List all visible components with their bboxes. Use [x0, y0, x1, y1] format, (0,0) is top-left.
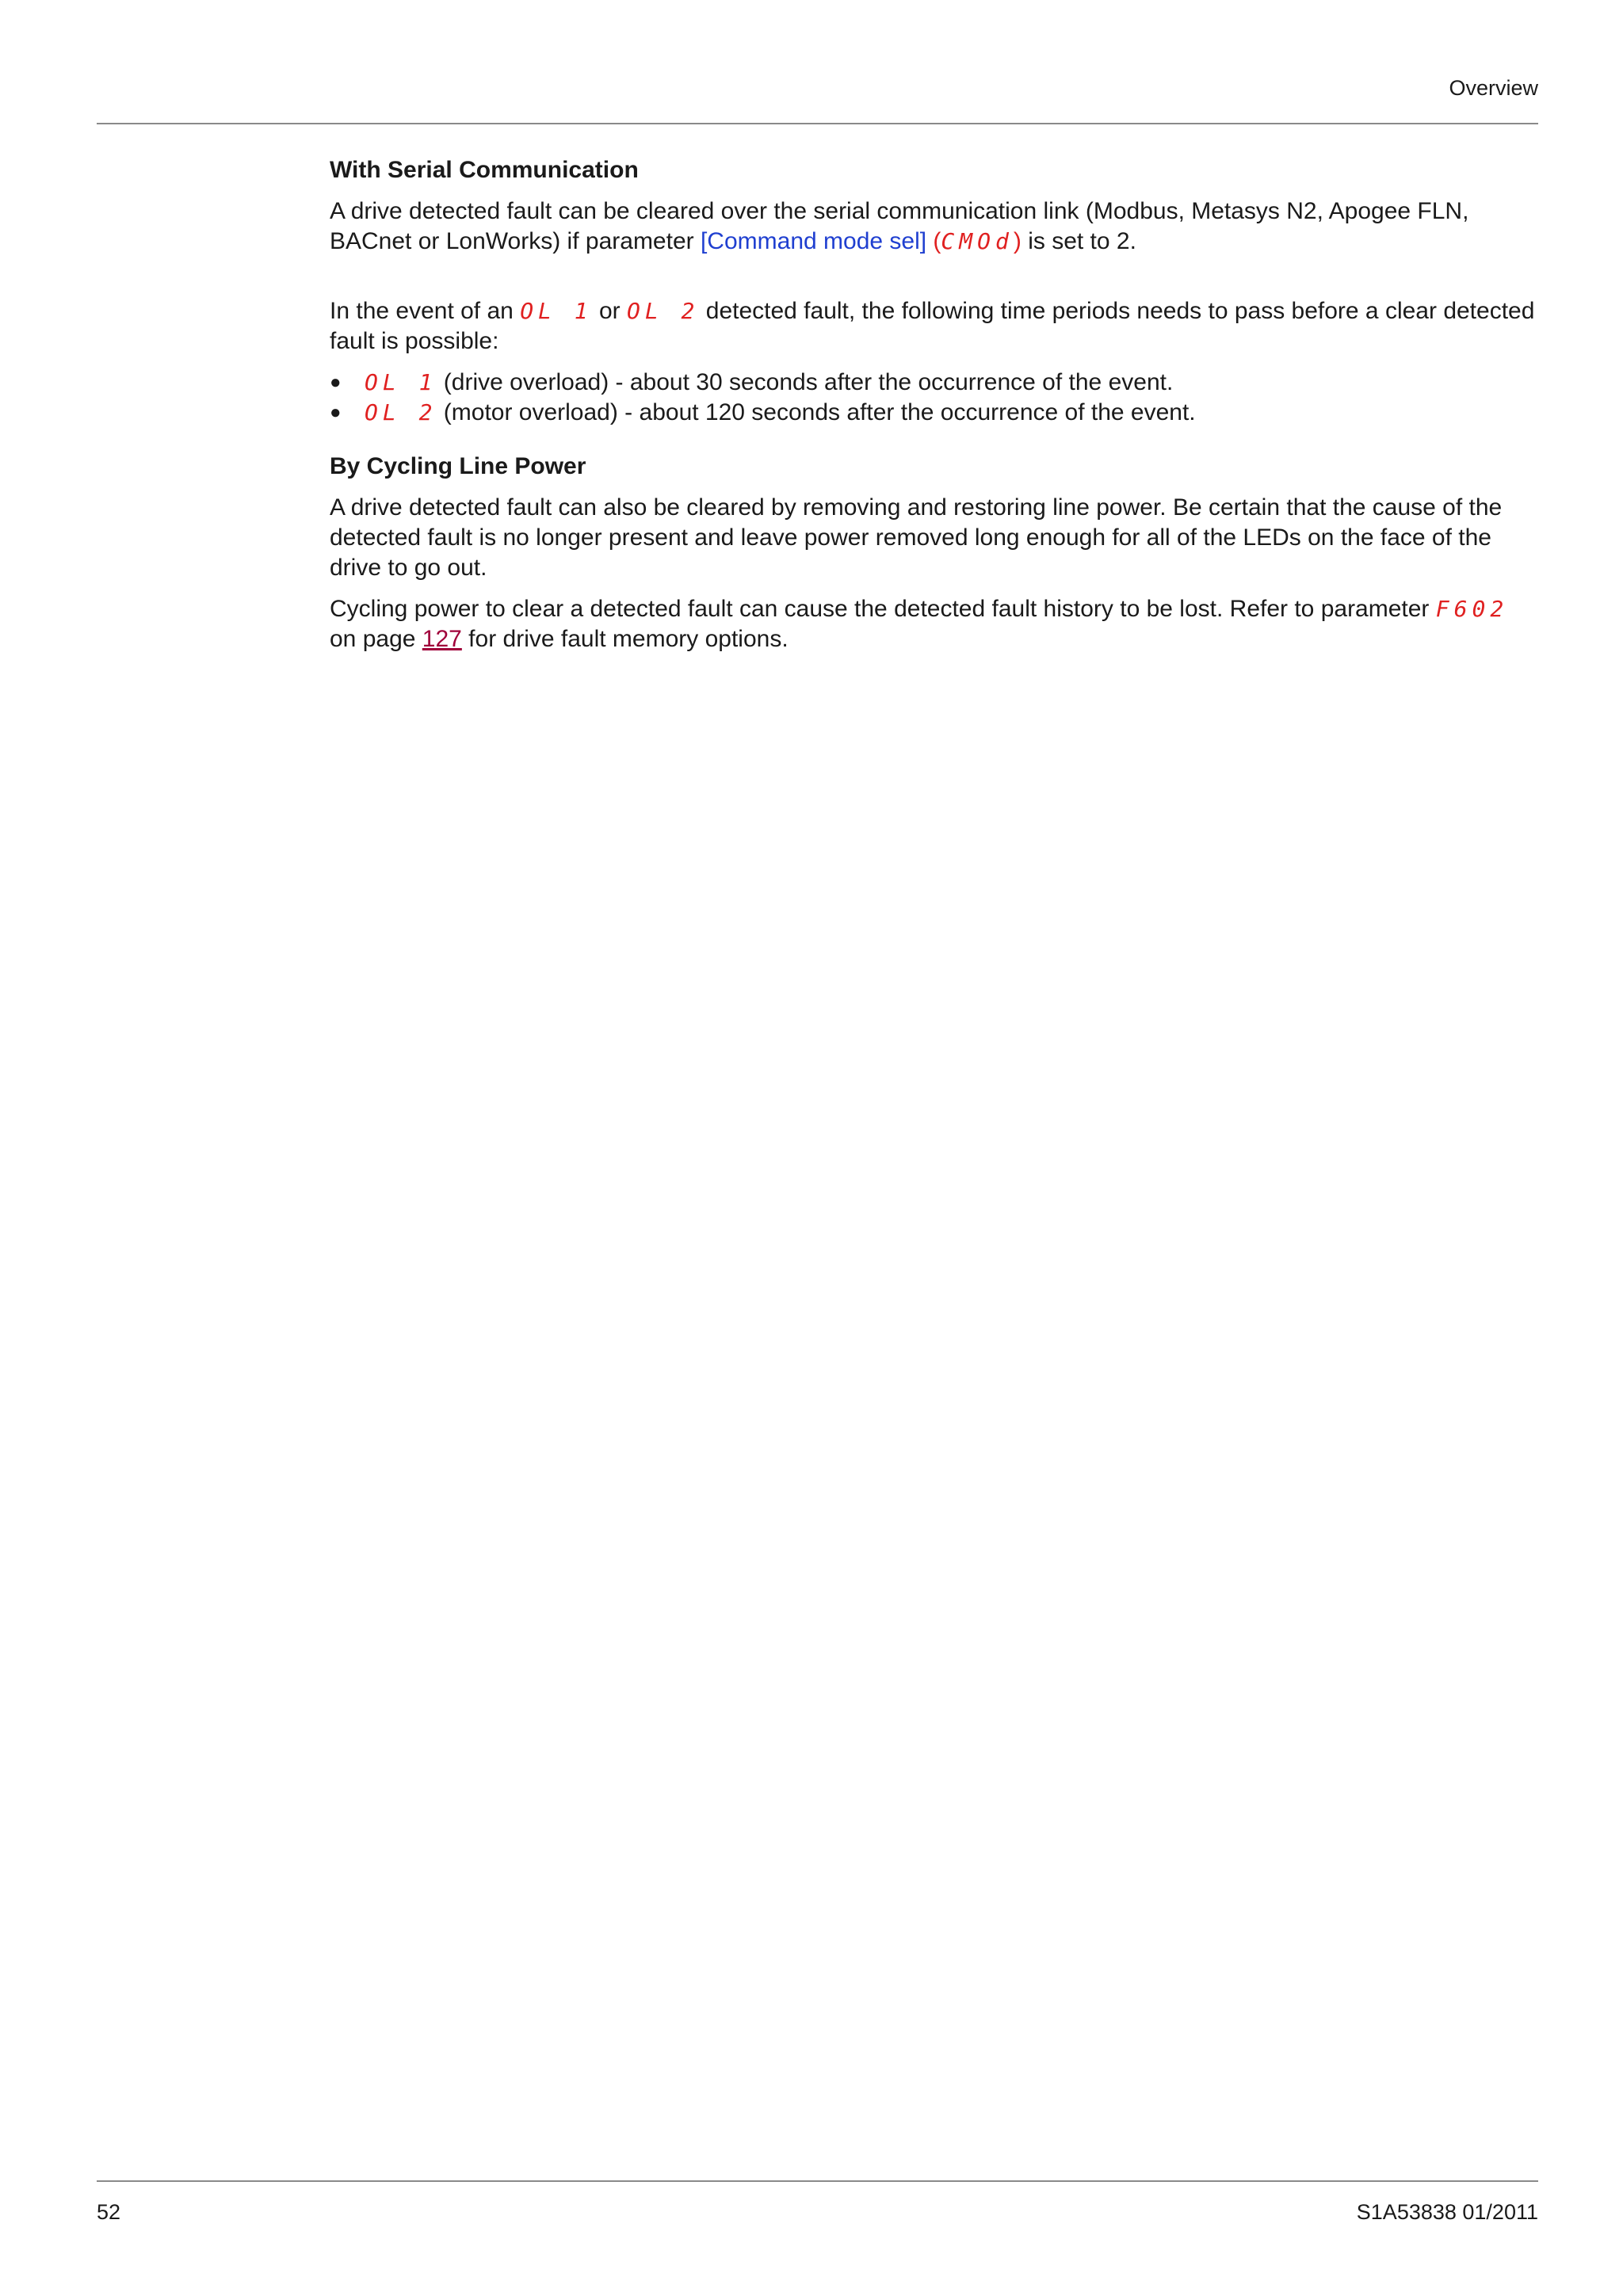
section-title: Overview	[1449, 76, 1538, 100]
footer-divider	[97, 2180, 1538, 2182]
page-header	[97, 76, 1538, 101]
overload-bullet-list	[330, 368, 1538, 428]
serial-paragraph-1	[330, 196, 1538, 257]
list-item	[330, 368, 1538, 398]
cycling-paragraph-1: A drive detected fault can also be cleared by removing and restoring line power. Be certain that the cause of the detected fault is no longer present and leave power removed long enough for all of the LEDs on the face of the drive to go out.	[330, 494, 1503, 581]
page-content	[330, 155, 1538, 666]
cycling-p2-text-mid: on page	[330, 626, 422, 652]
serial-paragraph-2	[330, 296, 1538, 357]
page-number: 52	[97, 2200, 121, 2224]
param-paren-close: )	[1013, 228, 1022, 254]
f602-param-code: F602	[1435, 596, 1509, 622]
ol2-code: OL 2	[626, 298, 700, 324]
serial-p1-text-before: A drive detected fault can be cleared over the serial communication link (Modbus, Metasys N2, Apogee FLN, BACnet or LonWorks) if parameter	[330, 198, 1469, 254]
cycling-p2-text-after: for drive fault memory options.	[461, 626, 789, 652]
cycling-power-heading: By Cycling Line Power	[330, 453, 586, 479]
bullet-text: (motor overload) - about 120 seconds after the occurrence of the event.	[437, 399, 1196, 425]
cycling-paragraph-2	[330, 594, 1538, 654]
header-divider	[97, 123, 1538, 124]
param-paren-open: (	[926, 228, 941, 254]
cmod-param-code: CMOd	[941, 228, 1014, 254]
serial-p2-text-before: In the event of an	[330, 298, 521, 324]
serial-p2-text-after: detected fault, the following time periods needs to pass before a clear detected fault is possible:	[330, 298, 1535, 354]
bullet-icon: ●	[330, 372, 342, 393]
bullet-text: (drive overload) - about 30 seconds after the occurrence of the event.	[437, 369, 1174, 395]
document-reference: S1A53838 01/2011	[1356, 2200, 1538, 2224]
cycling-p2-text-before: Cycling power to clear a detected fault can cause the detected fault history to be lost. Refer to parameter	[330, 596, 1436, 622]
page-127-link[interactable]: 127	[422, 626, 462, 652]
bullet-code: OL 1	[365, 369, 437, 395]
serial-communication-heading: With Serial Communication	[330, 157, 639, 183]
serial-p2-text-mid: or	[592, 298, 627, 324]
ol1-code: OL 1	[520, 298, 593, 324]
list-item	[330, 398, 1538, 428]
bullet-icon: ●	[330, 402, 342, 423]
command-mode-param-name: [Command mode sel]	[700, 228, 927, 254]
bullet-code: OL 2	[365, 399, 437, 425]
serial-p1-text-after: is set to 2.	[1021, 228, 1136, 254]
